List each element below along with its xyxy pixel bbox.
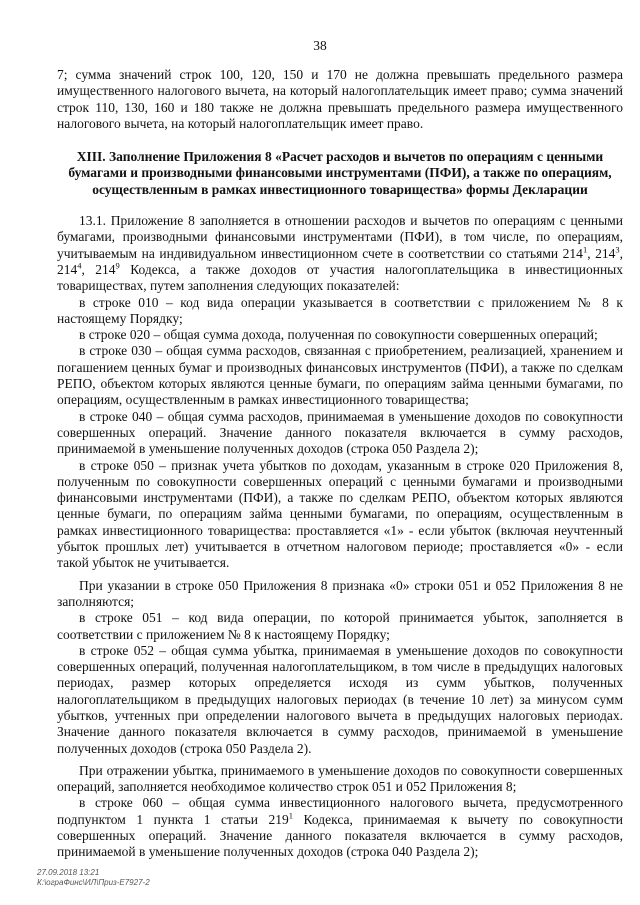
superscript: 3: [615, 244, 620, 255]
paragraph-text: в строке 030 – общая сумма расходов, связанная с приобретением, реализацией, хранением и погашением ценных бумаг и производных финансовых инструментов (ПФИ), а также по сделкам РЕПО, объектом которых являются ценные бумаги, по операциям займа ценными бумагами, по операциям, осуществленным в рамках инвестиционного товарищества;: [57, 343, 623, 408]
paragraph-text: в строке 060 – общая сумма инвестиционного налогового вычета, предусмотренного подпунктом 1 пункта 1 статьи 219: [57, 795, 623, 827]
paragraph: [57, 213, 623, 294]
paragraph-text: , 214: [57, 245, 624, 277]
document-body: [57, 67, 623, 861]
superscript: 9: [115, 260, 120, 271]
paragraph-text: в строке 052 – общая сумма убытка, принимаемая в уменьшение доходов по совокупности совершенных операций, полученная налогоплательщиком, в том числе в предыдущих налоговых периодах, размер которых определяется исходя из сумм убытков, полученных налогоплательщиком в предыдущих налоговых периодах (в течение 10 лет) за минусом сумм убытков, учтенных при определении налогового вычета в предыдущих налоговых периодах. Значение данного показателя включается в сумму расходов, принимаемой в уменьшение полученных доходов (строка 050 Раздела 2).: [57, 642, 623, 756]
paragraph-text: 7; сумма значений строк 100, 120, 150 и 170 не должна превышать предельного размера имущественного налогового вычета, на который налогоплательщик имеет право; сумма значений строк 110, 130, 160 и 180 также не должна превышать предельного размера имущественного налогового вычета, на который налогоплательщик имеет право.: [57, 67, 623, 131]
paragraph-text: При отражении убытка, принимаемого в уменьшение доходов по совокупности совершенных операций, заполняется необходимое количество строк 051 и 052 Приложения 8;: [57, 762, 623, 795]
paragraph-text: 13.1. Приложение 8 заполняется в отношении расходов и вычетов по операциям с ценными бумагами, производными финансовыми инструментами (ПФИ), в том числе, по операциям, учитываемым на индивидуальном инвестиционном счете в соответствии со статьями 214: [57, 213, 623, 261]
paragraph: [57, 643, 623, 757]
paragraph: [57, 409, 623, 458]
paragraph: [57, 610, 623, 643]
paragraph-text: Кодекса, а также доходов от участия налогоплательщика в инвестиционных товариществах, путем заполнения следующих показателей:: [57, 261, 623, 294]
paragraph-text: в строке 050 – признак учета убытков по доходам, указанным в строке 020 Приложения 8, полученным по совокупности совершенных операций с ценными бумагами и производными финансовыми инструментами (ПФИ), а также по сделкам РЕПО, объектом которых являются ценные бумаги, по операциям займа ценными бумагами, по операциям, осуществленным в рамках инвестиционного товарищества: проставляется «1» - если убыток (включая неучтенный убыток прошлых лет) учитывается в отчетном налоговом периоде; проставляется «0» - если такой убыток не учитывается.: [57, 457, 623, 571]
paragraph-text: XIII. Заполнение Приложения 8 «Расчет расходов и вычетов по операциям с ценными бумагами и производными финансовыми инструментами (ПФИ), а также по операциям, осуществленным в рамках инвестиционного товарищества» формы Декларации: [68, 149, 612, 197]
file-stamp: [37, 868, 150, 888]
stamp-date: 27.09.2018 13:21: [37, 868, 100, 877]
paragraph: [57, 295, 623, 328]
paragraph-text: Кодекса, принимаемая к вычету по совокупности совершенных операций. Значение данного показателя включается в сумму расходов, принимаемой в уменьшение полученных доходов (строка 040 Раздела 2);: [57, 811, 623, 860]
paragraph: [57, 343, 623, 408]
paragraph: [57, 763, 623, 796]
paragraph-text: в строке 020 – общая сумма дохода, полученная по совокупности совершенных операций;: [79, 327, 598, 343]
paragraph: [57, 578, 623, 611]
superscript: 4: [77, 260, 82, 271]
page-number: 38: [313, 38, 327, 53]
paragraph: [57, 458, 623, 572]
paragraph: [57, 67, 623, 132]
paragraph-text: в строке 010 – код вида операции указывается в соответствии с приложением № 8 к настоящему Порядку;: [57, 294, 623, 326]
paragraph-text: , 214: [587, 245, 616, 261]
paragraph-text: в строке 040 – общая сумма расходов, принимаемая в уменьшение доходов по совокупности совершенных операций. Значение данного показателя включается в сумму расходов, принимаемой в уменьшение полученных доходов (строка 050 Раздела 2);: [57, 408, 623, 457]
paragraph: [57, 795, 623, 860]
section-heading: [63, 149, 617, 198]
superscript: 1: [288, 810, 294, 821]
stamp-path: К:\ограФинс\ИЛ\Приз-Е7927-2: [37, 878, 150, 887]
paragraph-text: При указании в строке 050 Приложения 8 признака «0» строки 051 и 052 Приложения 8 не заполняются;: [57, 577, 623, 609]
paragraph-text: , 214: [81, 261, 116, 277]
superscript: 1: [582, 244, 588, 255]
paragraph-text: в строке 051 – код вида операции, по которой принимается убыток, заполняется в соответствии с приложением № 8 к настоящему Порядку;: [57, 610, 623, 642]
paragraph: [57, 327, 623, 343]
